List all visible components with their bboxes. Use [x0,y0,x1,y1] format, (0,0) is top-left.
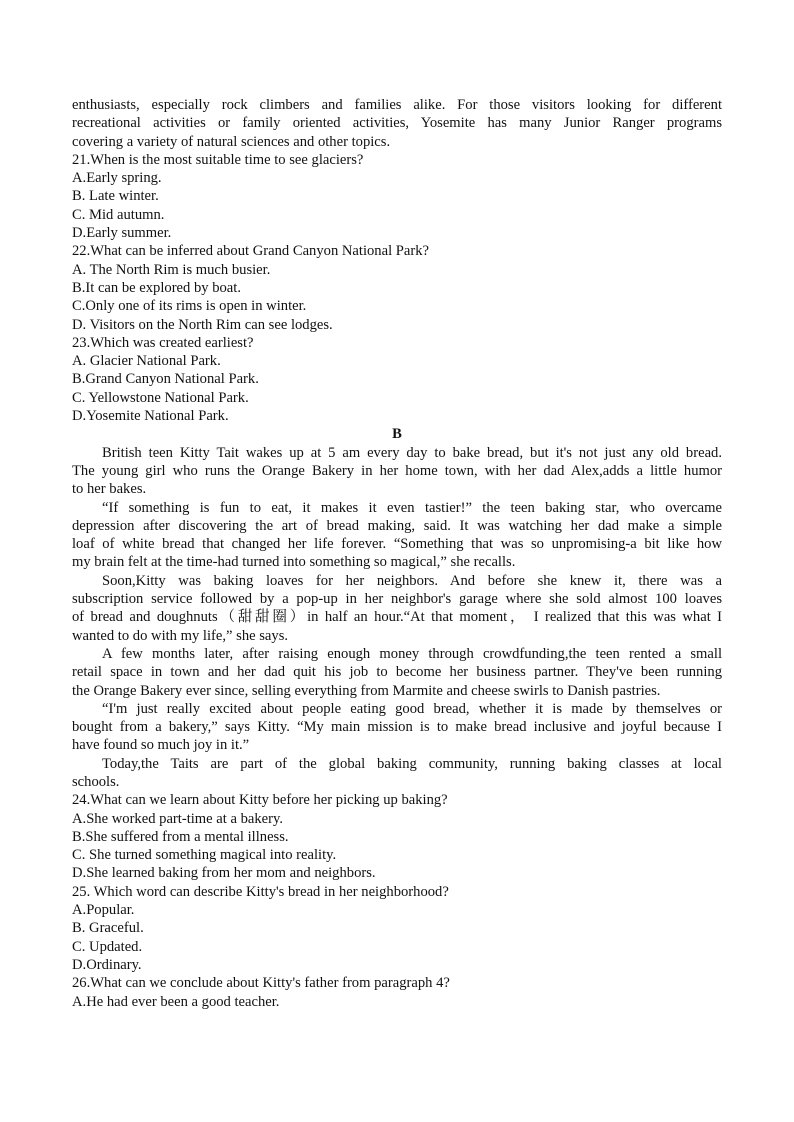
text-line: bought from a bakery,” says Kitty. “My main mission is to make bread inclusive and joyful because I [72,719,722,736]
text-line: covering a variety of natural sciences and other topics. [72,133,391,150]
paragraph-6 [72,755,722,792]
paragraph-5 [72,700,722,755]
option-b: B.It can be explored by boat. [72,279,241,296]
question-stem: 21.When is the most suitable time to see glaciers? [72,151,364,168]
paragraph-3 [72,572,722,645]
question-22 [72,242,722,333]
text-line: Soon,Kitty was baking loaves for her neighbors. And before she knew it, there was a [102,572,722,589]
text-line: the Orange Bakery ever since, selling everything from Marmite and cheese swirls to Danish pastries. [72,682,661,699]
text-line: of bread and doughnuts（甜甜圈）in half an hour.“At that moment， I realized that this was what I [72,609,722,626]
text-line: schools. [72,773,120,790]
question-25 [72,883,722,974]
option-c: C. Mid autumn. [72,206,165,223]
question-stem: 24.What can we learn about Kitty before her picking up baking? [72,792,448,809]
option-b: B. Graceful. [72,920,144,937]
option-c: C.Only one of its rims is open in winter. [72,298,307,315]
text-line: recreational activities or family oriented activities, Yosemite has many Junior Ranger programs [72,115,722,132]
option-d: D. Visitors on the North Rim can see lodges. [72,316,333,333]
option-d: D.She learned baking from her mom and neighbors. [72,865,376,882]
text-line: loaf of white bread that changed her life forever. “Something that was so unpromising-a bit like how [72,536,722,553]
question-stem: 26.What can we conclude about Kitty's father from paragraph 4? [72,975,450,992]
text-line: enthusiasts, especially rock climbers and families alike. For those visitors looking for different [72,97,722,113]
question-24 [72,791,722,882]
option-a: A.Popular. [72,902,135,919]
text-line: Today,the Taits are part of the global baking community, running baking classes at local [102,755,722,772]
text-line: have found so much joy in it.” [72,737,250,754]
passage-b [72,444,722,792]
paragraph-1 [72,444,722,499]
paragraph-2 [72,499,722,572]
option-a: A. Glacier National Park. [72,353,221,370]
option-a: A.Early spring. [72,170,162,187]
text-line: The young girl who runs the Orange Bakery in her home town, with her dad Alex,adds a little humor [72,462,722,479]
passage-a-tail [72,96,722,151]
text-line: my brain felt at the time-had turned into something so magical,” she recalls. [72,554,516,571]
text-line: wanted to do with my life,” she says. [72,627,289,644]
option-d: D.Ordinary. [72,956,142,973]
option-c: C. She turned something magical into reality. [72,847,337,864]
text-line: “If something is fun to eat, it makes it even tastier!” the teen baking star, who overcame [102,499,722,516]
text-line: British teen Kitty Tait wakes up at 5 am every day to bake bread, but it's not just any old bread. [102,444,722,461]
question-stem: 23.Which was created earliest? [72,334,254,351]
paragraph-4 [72,645,722,700]
question-21 [72,151,722,242]
option-b: B. Late winter. [72,188,159,205]
section-heading: B [392,426,402,443]
text-line: to her bakes. [72,481,147,498]
question-26 [72,974,722,1011]
option-d: D.Yosemite National Park. [72,408,229,425]
exam-page [72,96,722,1011]
option-b: B.Grand Canyon National Park. [72,371,259,388]
question-stem: 22.What can be inferred about Grand Canyon National Park? [72,243,430,260]
text-line: retail space in town and her dad quit his job to become her business partner. They've been running [72,664,722,681]
text-line: subscription service followed by a pop-up in her neighbor's garage where she sold almost 100 loaves [72,591,722,608]
text-line: depression after discovering the art of bread making, said. It was watching her dad make a simple [72,517,722,534]
text-line: A few months later, after raising enough money through crowdfunding,the teen rented a small [102,645,722,662]
option-a: A.She worked part-time at a bakery. [72,810,283,827]
text-line: “I'm just really excited about people eating good bread, whether it is made by themselves or [102,700,722,717]
option-a: A. The North Rim is much busier. [72,261,271,278]
option-b: B.She suffered from a mental illness. [72,828,289,845]
option-c: C. Yellowstone National Park. [72,389,249,406]
question-23 [72,334,722,425]
option-a: A.He had ever been a good teacher. [72,993,280,1010]
question-stem: 25. Which word can describe Kitty's bread in her neighborhood? [72,883,449,900]
option-d: D.Early summer. [72,225,172,242]
option-c: C. Updated. [72,938,143,955]
